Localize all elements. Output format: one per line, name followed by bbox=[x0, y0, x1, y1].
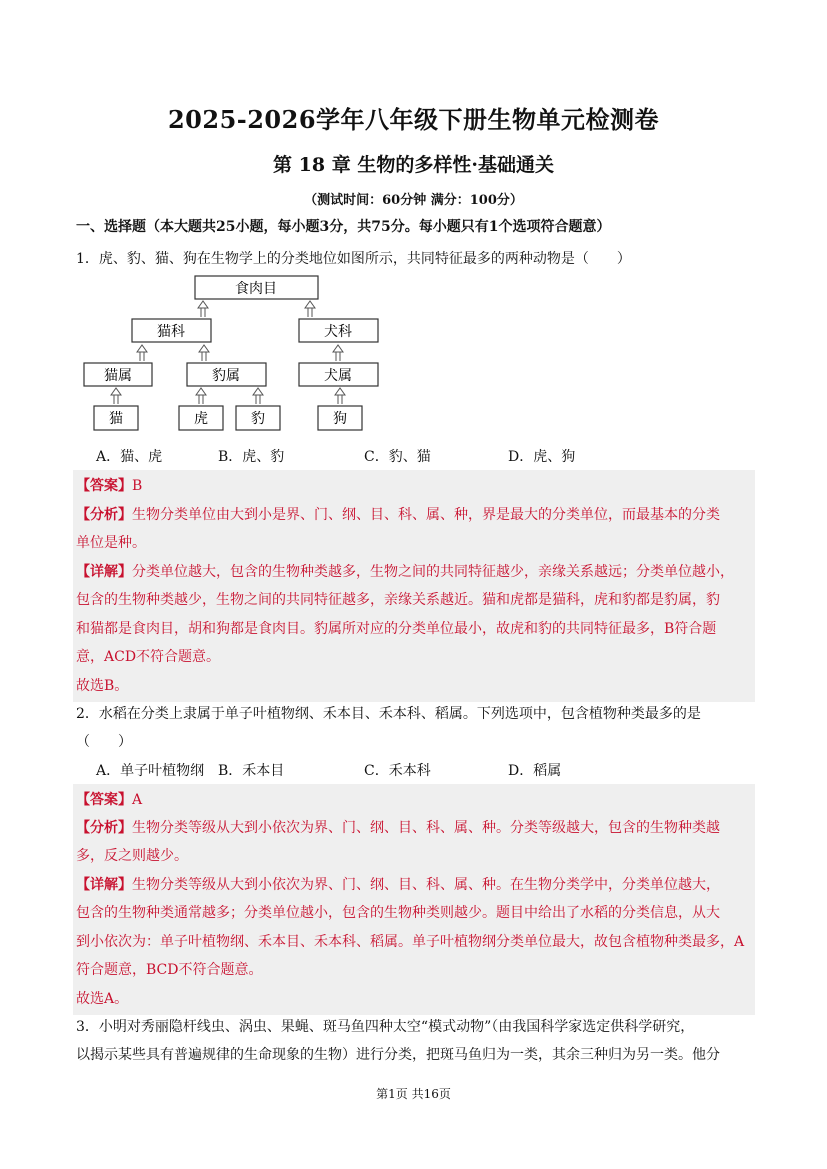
page-footer: 第1页 共16页 bbox=[376, 1087, 451, 1101]
analysis-tag: 【分析】 bbox=[76, 507, 132, 523]
box-genus-cat bbox=[84, 363, 152, 386]
test-meta: （测试时间：60分钟 满分：100分） bbox=[304, 193, 523, 208]
box-family-dog bbox=[299, 319, 378, 342]
box-family-cat bbox=[132, 319, 211, 342]
q1-conclusion: 故选B。 bbox=[76, 678, 129, 694]
answer-tag: 【答案】 bbox=[76, 478, 132, 494]
question-3-stem-cont: 以揭示某些具有普遍规律的生命现象的生物）进行分类，把斑马鱼归为一类，其余三种归为另一类。他分 bbox=[76, 1047, 720, 1063]
detail-text: 生物分类等级从大到小依次为界、门、纲、目、科、属、种。在生物分类学中，分类单位越大， bbox=[132, 877, 720, 893]
q1-option-c[interactable]: C．豹、猫 bbox=[364, 449, 431, 465]
species-dog-label: 狗 bbox=[333, 411, 347, 427]
species-leopard-label: 豹 bbox=[251, 411, 265, 427]
species-tiger-label: 虎 bbox=[194, 411, 208, 427]
box-genus-leopard bbox=[187, 363, 266, 386]
q1-answer bbox=[76, 475, 142, 495]
section-heading: 一、选择题（本大题共25小题，每小题3分，共75分。每小题只有1个选项符合题意） bbox=[76, 219, 611, 235]
q2-detail-line-2: 包含的生物种类通常越多；分类单位越小，包含的生物种类则越少。题目中给出了水稻的分类信息，从大 bbox=[76, 905, 720, 921]
q1-option-a[interactable]: A．猫、虎 bbox=[96, 449, 163, 465]
answer-value: B bbox=[132, 478, 143, 494]
box-species-leopard bbox=[236, 406, 280, 430]
box-species-cat bbox=[94, 406, 138, 430]
q2-option-d[interactable]: D．稻属 bbox=[508, 763, 562, 779]
species-cat-label: 猫 bbox=[109, 411, 123, 427]
family-dog-label: 犬科 bbox=[324, 324, 352, 340]
q2-detail-line-4: 符合题意，BCD不符合题意。 bbox=[76, 962, 263, 978]
q2-answer bbox=[76, 789, 142, 809]
q1-detail-line-3: 和猫都是食肉目，胡和狗都是食肉目。豹属所对应的分类单位最小，故虎和豹的共同特征最多，B符合题 bbox=[76, 621, 717, 637]
box-species-tiger bbox=[179, 406, 223, 430]
q1-detail bbox=[76, 561, 734, 581]
q2-option-a[interactable]: A．单子叶植物纲 bbox=[96, 763, 205, 779]
detail-text: 分类单位越大，包含的生物种类越多，生物之间的共同特征越少，亲缘关系越远；分类单位越小， bbox=[132, 564, 734, 580]
question-3-stem: 3．小明对秀丽隐杆线虫、涡虫、果蝇、斑马鱼四种太空“模式动物”（由我国科学家选定供科学研究， bbox=[76, 1019, 695, 1035]
genus-leopard-label: 豹属 bbox=[212, 368, 240, 384]
q1-analysis bbox=[76, 504, 720, 524]
chapter-subtitle: 第 18 章 生物的多样性·基础通关 bbox=[273, 154, 554, 176]
q1-detail-line-4: 意，ACD不符合题意。 bbox=[76, 649, 221, 665]
q1-option-d[interactable]: D．虎、狗 bbox=[508, 449, 576, 465]
analysis-tag: 【分析】 bbox=[76, 820, 132, 836]
page-title: 2025-2026学年八年级下册生物单元检测卷 bbox=[167, 105, 660, 134]
answer-tag: 【答案】 bbox=[76, 792, 132, 808]
q2-conclusion: 故选A。 bbox=[76, 991, 129, 1007]
question-2-stem: 2．水稻在分类上隶属于单子叶植物纲、禾本目、禾本科、稻属。下列选项中，包含植物种类最多的是 bbox=[76, 706, 701, 722]
detail-tag: 【详解】 bbox=[76, 564, 132, 580]
question-1-stem: 1．虎、豹、猫、狗在生物学上的分类地位如图所示，共同特征最多的两种动物是（ ） bbox=[76, 251, 631, 267]
q1-option-b[interactable]: B．虎、豹 bbox=[218, 449, 285, 465]
order-label: 食肉目 bbox=[235, 281, 277, 297]
answer-value: A bbox=[132, 792, 143, 808]
q1-detail-line-2: 包含的生物种类越少，生物之间的共同特征越多，亲缘关系越近。猫和虎都是猫科，虎和豹都是豹属，豹 bbox=[76, 592, 720, 608]
q2-analysis-cont: 多，反之则越少。 bbox=[76, 848, 188, 864]
up-arrow-icon bbox=[111, 301, 345, 404]
box-genus-dog bbox=[299, 363, 378, 386]
q2-analysis bbox=[76, 817, 720, 837]
q2-detail-line-3: 到小依次为：单子叶植物纲、禾本目、禾本科、稻属。单子叶植物纲分类单位最大，故包含植物种类最多，A bbox=[76, 934, 745, 950]
q1-analysis-cont: 单位是种。 bbox=[76, 535, 146, 551]
family-cat-label: 猫科 bbox=[157, 324, 185, 340]
detail-tag: 【详解】 bbox=[76, 877, 132, 893]
analysis-text: 生物分类单位由大到小是界、门、纲、目、科、属、种，界是最大的分类单位，而最基本的分类 bbox=[132, 507, 720, 523]
genus-dog-label: 犬属 bbox=[324, 368, 352, 384]
box-species-dog bbox=[318, 406, 362, 430]
q2-detail bbox=[76, 874, 720, 894]
box-order bbox=[195, 276, 318, 299]
q2-option-c[interactable]: C．禾本科 bbox=[364, 763, 431, 779]
analysis-text: 生物分类等级从大到小依次为界、门、纲、目、科、属、种。分类等级越大，包含的生物种类越 bbox=[132, 820, 720, 836]
question-2-stem-cont: （ ） bbox=[76, 734, 132, 750]
genus-cat-label: 猫属 bbox=[104, 368, 132, 384]
q2-option-b[interactable]: B．禾本目 bbox=[218, 763, 285, 779]
classification-diagram bbox=[82, 272, 382, 434]
